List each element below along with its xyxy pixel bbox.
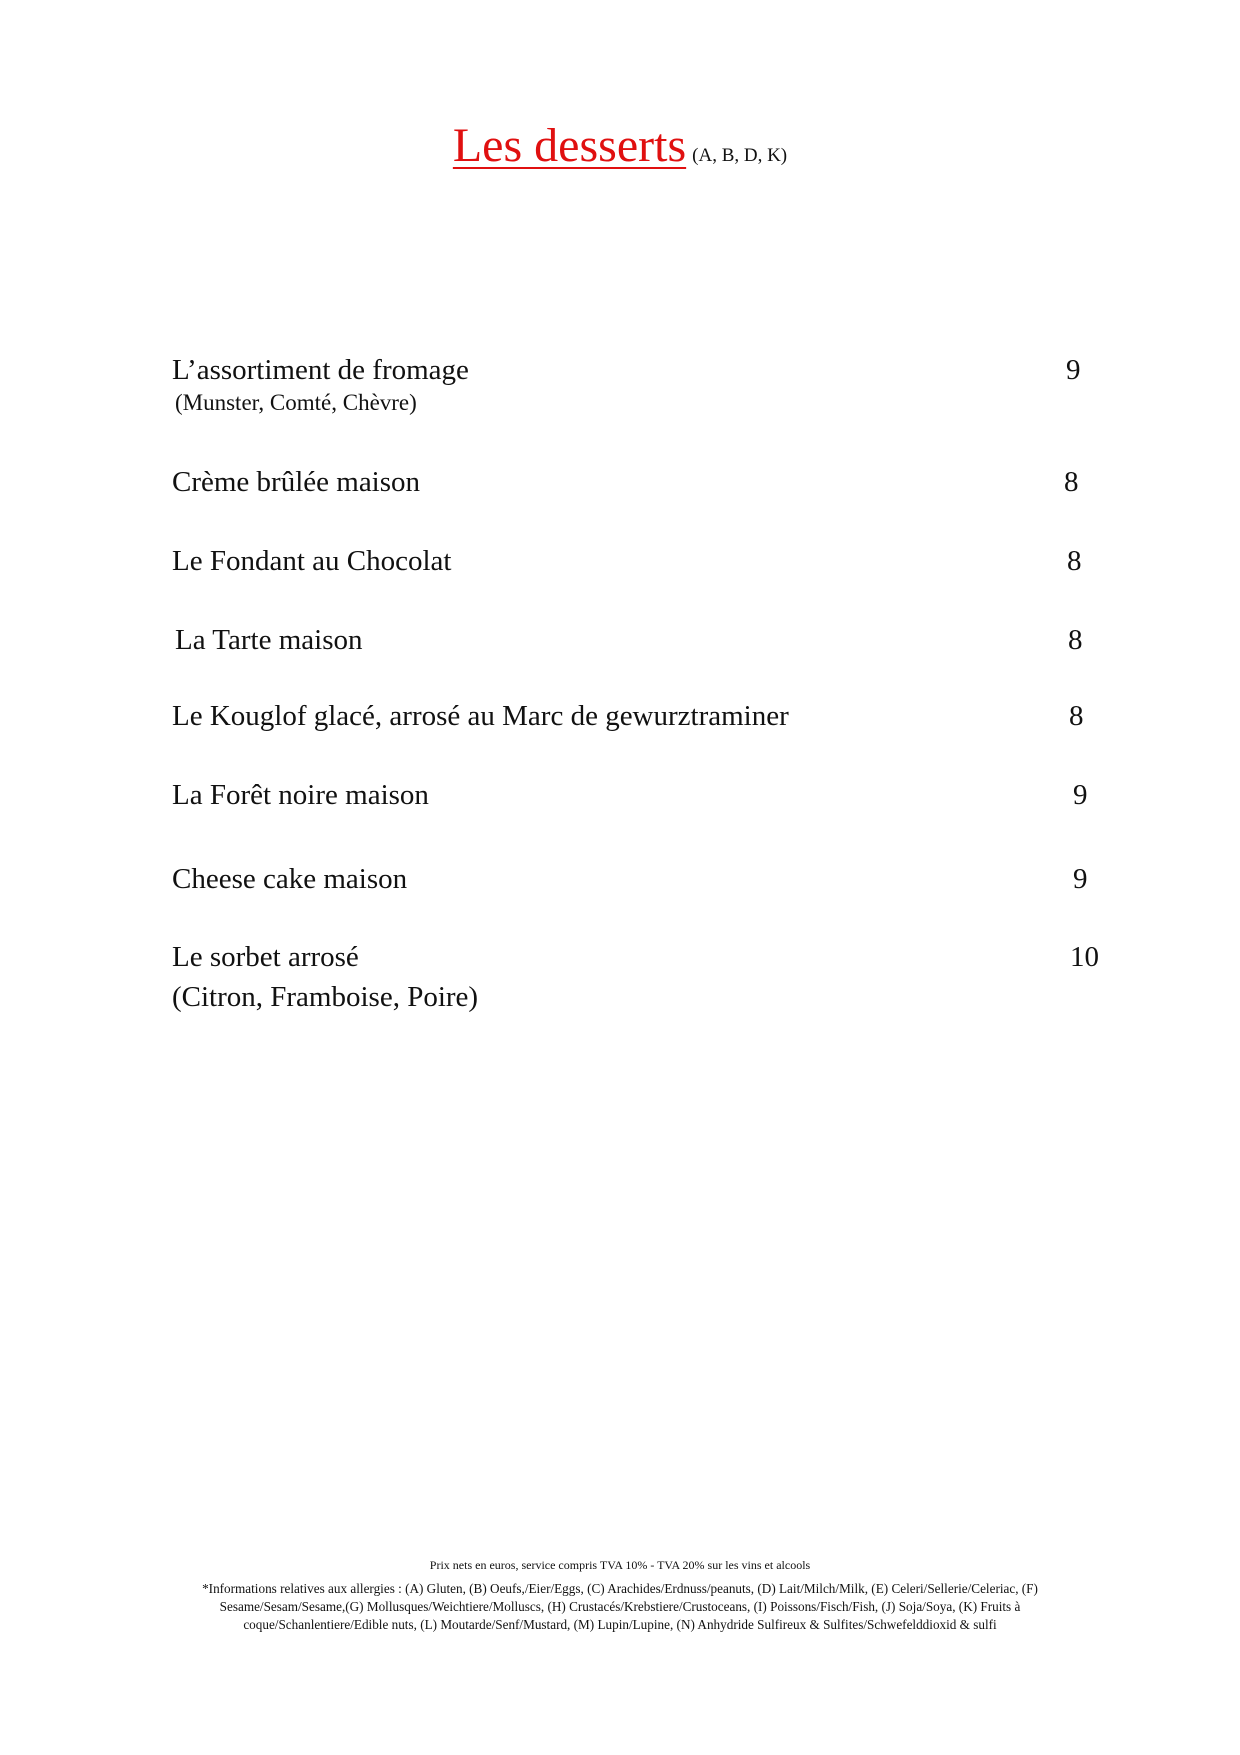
menu-item-name: La Forêt noire maison — [172, 779, 429, 811]
menu-item-price: 9 — [1073, 863, 1088, 895]
menu-item-price: 8 — [1069, 700, 1084, 732]
allergy-info: *Informations relatives aux allergies : (A) Gluten, (B) Oeufs,/Eier/Eggs, (C) Arachides/Erdnuss/peanuts, (D) Lait/Milch/Milk, (E) Celeri/Sellerie/Celeriac, (F) Sesame/Sesam/Sesame,(G) Mollusques/Weichtiere/Molluscs, (H) Crustacés/Krebstiere/Crustoceans, (I) Poissons/Fisch/Fish, (J) Soja/Soya, (K) Fruits à coque/Schanlentiere/Edible nuts, (L) Moutarde/Senf/Mustard, (M) Lupin/Lupine, (N) Anhydride Sulfireux & Sulfites/Schwefelddioxid & sulfi — [202, 1581, 1038, 1632]
menu-item-name: Cheese cake maison — [172, 863, 408, 895]
menu-item-foret-noire — [172, 777, 429, 813]
page-header — [0, 118, 1240, 173]
menu-item-name: La Tarte maison — [175, 624, 363, 656]
title-allergens: (A, B, D, K) — [692, 145, 788, 166]
menu-item-name: L’assortiment de fromage — [172, 354, 469, 386]
menu-item-detail: (Munster, Comté, Chèvre) — [175, 390, 417, 415]
menu-item-price: 10 — [1070, 941, 1099, 973]
menu-item-fromage — [172, 352, 469, 418]
menu-item-price: 9 — [1066, 354, 1081, 386]
menu-item-name: Le Kouglof glacé, arrosé au Marc de gewurztraminer — [172, 700, 789, 732]
menu-item-name: Le sorbet arrosé — [172, 941, 359, 973]
menu-item-kouglof — [172, 698, 789, 734]
menu-item-price: 8 — [1068, 624, 1083, 656]
menu-item-fondant — [172, 543, 451, 579]
menu-item-sorbet — [172, 939, 478, 1015]
menu-item-name: Crème brûlée maison — [172, 466, 421, 498]
page-footer — [150, 1556, 1090, 1634]
menu-item-cheese-cake — [172, 861, 407, 897]
page-title: Les desserts — [452, 119, 687, 172]
price-note: Prix nets en euros, service compris TVA 10% - TVA 20% sur les vins et alcools — [429, 1558, 811, 1572]
menu-item-name: Le Fondant au Chocolat — [172, 545, 452, 577]
menu-item-price: 8 — [1067, 545, 1082, 577]
menu-item-price: 8 — [1064, 466, 1079, 498]
menu-item-detail: (Citron, Framboise, Poire) — [172, 981, 479, 1013]
menu-item-tarte — [175, 622, 362, 658]
menu-item-creme-brulee — [172, 464, 420, 500]
menu-item-price: 9 — [1073, 779, 1088, 811]
